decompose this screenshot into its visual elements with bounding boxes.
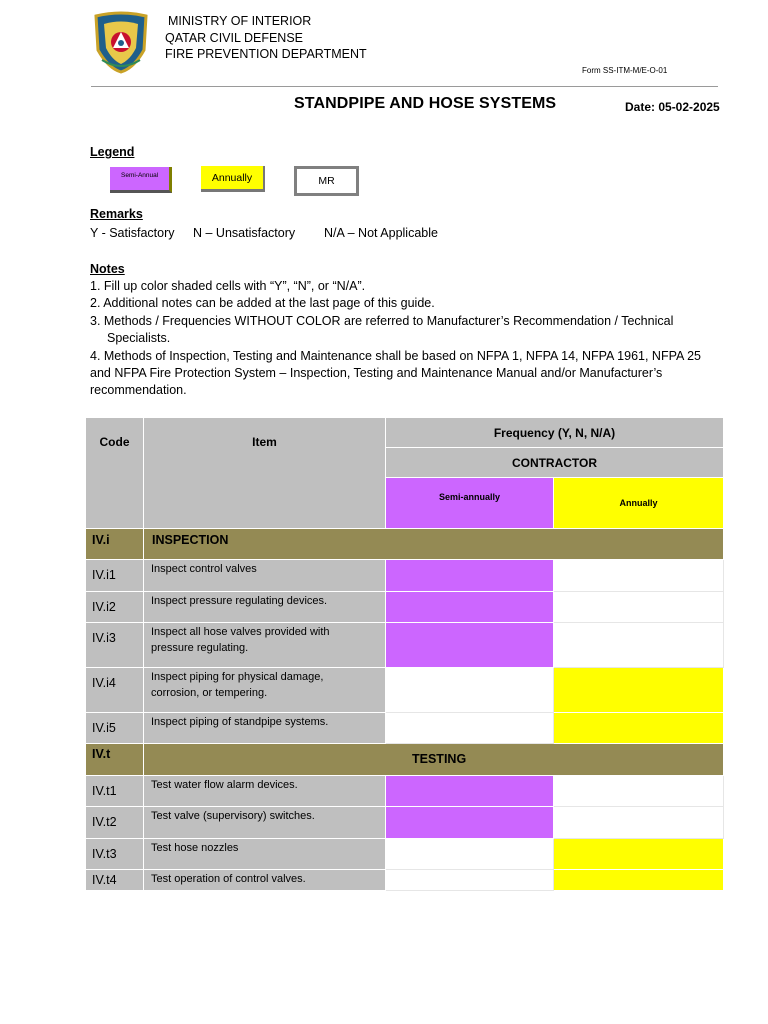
row-item: Inspect pressure regulating devices. — [144, 592, 386, 623]
header-item-label: Item — [252, 435, 277, 449]
annual-entry-cell — [554, 560, 724, 592]
semi-annual-entry-cell[interactable] — [386, 592, 554, 623]
row-item: Test hose nozzles — [144, 839, 386, 870]
row-code: IV.t4 — [86, 870, 144, 891]
note-4: 4. Methods of Inspection, Testing and Maintenance shall be based on NFPA 1, NFPA 14, NFPA 1961, NFPA 25 — [90, 349, 702, 363]
header-contractor-label: CONTRACTOR — [511, 455, 598, 470]
row-item: Test operation of control valves. — [144, 870, 386, 891]
semi-annual-entry-cell — [386, 668, 554, 713]
remark-satisfactory: Y - Satisfactory — [90, 226, 175, 240]
row-code: IV.i2 — [86, 592, 144, 623]
row-item: Test valve (supervisory) switches. — [144, 807, 386, 839]
row-code: IV.i1 — [86, 560, 144, 592]
semi-annual-entry-cell[interactable] — [386, 560, 554, 592]
note-1: 1. Fill up color shaded cells with “Y”, “N”, or “N/A”. — [90, 279, 366, 293]
notes-heading: Notes — [90, 262, 125, 276]
header-divider — [91, 86, 718, 87]
annual-entry-cell — [554, 592, 724, 623]
note-4-line-3: recommendation. — [90, 383, 187, 397]
note-2: 2. Additional notes can be added at the last page of this guide. — [90, 296, 435, 310]
note-3: 3. Methods / Frequencies WITHOUT COLOR are referred to Manufacturer’s Recommendation / Technical — [90, 314, 674, 328]
note-3-continued: Specialists. — [107, 331, 171, 345]
row-code: IV.i5 — [86, 713, 144, 744]
annual-entry-cell — [554, 623, 724, 668]
row-item-line-1: Inspect piping for physical damage, — [151, 671, 324, 683]
section-code-testing: IV.t — [86, 744, 144, 776]
row-code: IV.i3 — [86, 623, 144, 668]
section-title-inspection: INSPECTION — [144, 529, 724, 560]
section-code-inspection: IV.i — [86, 529, 144, 560]
annual-entry-cell — [554, 807, 724, 839]
form-number: Form SS-ITM-M/E-O-01 — [582, 66, 668, 75]
row-item: Inspect control valves — [144, 560, 386, 592]
qatar-civil-defense-logo — [90, 10, 152, 74]
header-frequency-label: Frequency (Y, N, N/A) — [493, 425, 616, 440]
remarks-heading: Remarks — [90, 207, 143, 221]
row-code: IV.t1 — [86, 776, 144, 807]
page-title: STANDPIPE AND HOSE SYSTEMS — [294, 95, 557, 112]
remark-not-applicable: N/A – Not Applicable — [324, 226, 438, 240]
department-name: FIRE PREVENTION DEPARTMENT — [165, 47, 367, 61]
annual-entry-cell[interactable] — [554, 668, 724, 713]
header-annually — [554, 478, 724, 529]
legend-annually-label: Annually — [211, 171, 253, 184]
row-item-line-2: pressure regulating. — [151, 642, 249, 654]
semi-annual-entry-cell — [386, 713, 554, 744]
semi-annual-entry-cell[interactable] — [386, 776, 554, 807]
row-item — [144, 668, 386, 713]
semi-annual-entry-cell — [386, 870, 554, 891]
semi-annual-entry-cell[interactable] — [386, 807, 554, 839]
legend-annually — [201, 166, 265, 192]
legend-heading: Legend — [90, 145, 135, 159]
semi-annual-entry-cell[interactable] — [386, 623, 554, 668]
row-item — [144, 623, 386, 668]
note-4-line-2: and NFPA Fire Protection System – Inspection, Testing and Maintenance Manual and/or Manufacturer’s — [90, 366, 663, 380]
legend-mr — [294, 166, 359, 196]
semi-annual-entry-cell — [386, 839, 554, 870]
row-item-line-1: Inspect all hose valves provided with — [151, 626, 330, 638]
header-code-label: Code — [99, 435, 130, 449]
row-item: Inspect piping of standpipe systems. — [144, 713, 386, 744]
header-item — [144, 418, 386, 529]
legend-semi-annual-label: Semi-Annual — [121, 172, 159, 179]
emblem-icon — [90, 10, 152, 74]
annual-entry-cell[interactable] — [554, 839, 724, 870]
row-code: IV.i4 — [86, 668, 144, 713]
header-frequency — [386, 418, 724, 448]
row-code: IV.t2 — [86, 807, 144, 839]
remark-unsatisfactory: N – Unsatisfactory — [193, 226, 296, 240]
legend-mr-label: MR — [318, 175, 335, 187]
header-annually-label: Annually — [619, 498, 658, 508]
header-contractor — [386, 448, 724, 478]
annual-entry-cell[interactable] — [554, 713, 724, 744]
annual-entry-cell[interactable] — [554, 870, 724, 891]
form-date: Date: 05-02-2025 — [625, 100, 720, 114]
row-item: Test water flow alarm devices. — [144, 776, 386, 807]
header-semi-annually-label: Semi-annually — [438, 492, 501, 502]
header-semi-annually — [386, 478, 554, 529]
legend-semi-annual — [110, 167, 172, 193]
header-code — [86, 418, 144, 529]
row-item-line-2: corrosion, or tempering. — [151, 687, 268, 699]
ministry-name: MINISTRY OF INTERIOR — [168, 14, 312, 28]
section-title-testing: TESTING — [144, 744, 724, 776]
row-code: IV.t3 — [86, 839, 144, 870]
annual-entry-cell — [554, 776, 724, 807]
civil-defense-name: QATAR CIVIL DEFENSE — [165, 31, 303, 45]
